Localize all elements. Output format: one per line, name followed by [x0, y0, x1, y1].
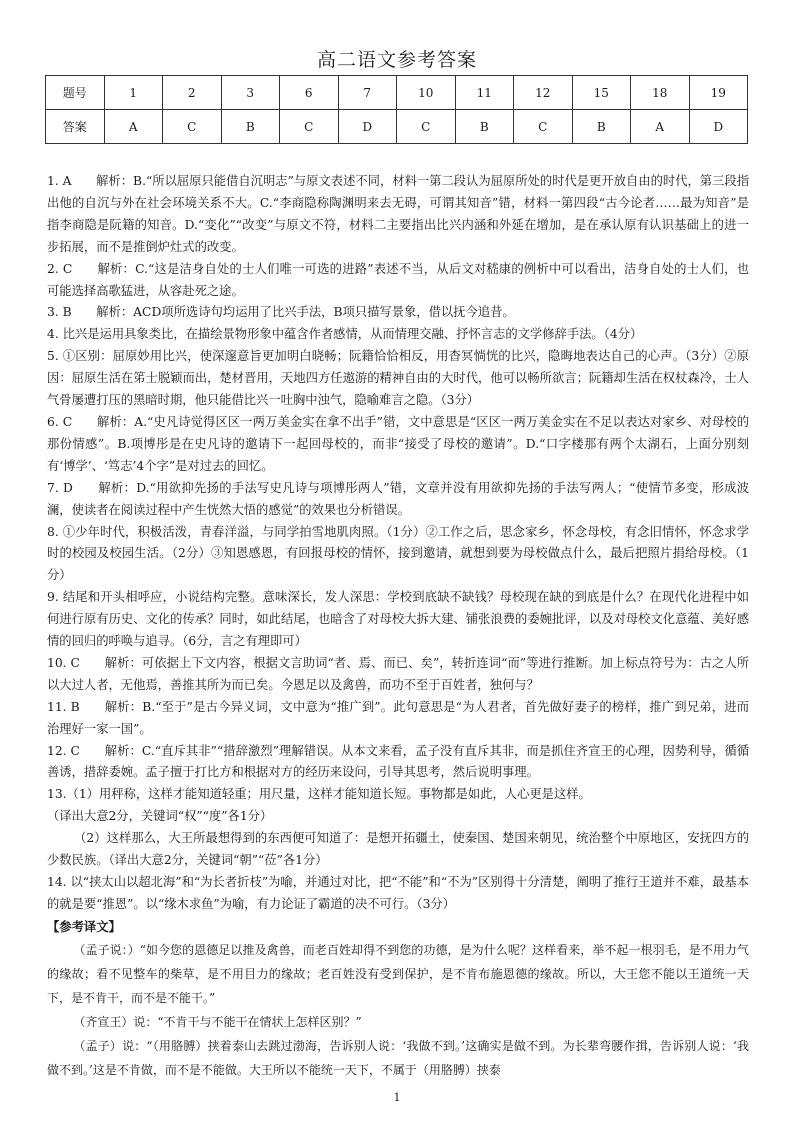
question-number-cell: 11 [455, 76, 514, 110]
answer-paragraph: 14. 以“挟太山以超北海”和“为长者折枝”为喻，并通过对比，把“不能”和“不为”区别得十分清楚，阐明了推行王道并不难，最基本的就是要“推恩”。以“缘木求鱼”为喻，有力论证了霸道的决不可行。（3分） [47, 875, 749, 911]
answer-paragraph: （2）这样那么，大王所最想得到的东西便可知道了：是想开拓疆土，使秦国、楚国来朝见，统治整个中原地区，安抚四方的少数民族。（译出大意2分，关键词“朝”“莅”各1分） [47, 831, 749, 868]
answer-paragraph: 11. B 解析：B.“至于”是古今异义词，文中意为“推广到”。此句意思是“为人君者，首先做好妻子的榜样，推广到兄弟，进而治理好一家一国”。 [47, 699, 749, 736]
answer-cell: B [572, 110, 631, 144]
page-number: 1 [393, 1091, 401, 1104]
answer-cell: C [280, 110, 339, 144]
answer-paragraph: 8. ①少年时代，积极活泼，青春洋溢，与同学拍雪地肌肉照。（1分）②工作之后，思念家乡，怀念母校，有念旧情怀，怀念求学时的校园及校园生活。（2分）③知恩感恩，有回报母校的情怀，接到邀请，就想到要为母校做点什么，最后把照片捐给母校。（1分） [47, 524, 749, 583]
question-number-cell: 6 [280, 76, 339, 110]
answer-paragraph: 3. B 解析：ACD项所选诗句均运用了比兴手法，B项只描写景象，借以抚今追昔。 [47, 305, 515, 320]
question-number-cell: 3 [221, 76, 280, 110]
translation-paragraph: （孟子说：）“如今您的恩德足以推及禽兽，而老百姓却得不到您的功德，是为什么呢？这样看来，举不起一根羽毛，是不用力气的缘故；看不见整车的柴草，是不用目力的缘故；老百姓没有受到保护，是不肯布施恩德的缘故。所以，大王您不能以王道统一天下，是不肯干，而不是不能干。” [47, 942, 749, 1005]
answer-cell: D [338, 110, 397, 144]
answer-paragraph: 7. D 解析：D.“用欲抑先扬的手法写史凡诗与项博彤两人”错，文章并没有用欲抑先扬的手法写两人；“使情节多变，形成波澜，使读者在阅读过程中产生恍然大悟的感觉”的效果也分析错误。 [47, 480, 749, 517]
answer-paragraph: 6. C 解析：A.“史凡诗觉得区区一两万美金实在拿不出手”错，文中意思是“区区一两万美金实在不足以表达对家乡、对母校的那份情感”。B.项博彤是在史凡诗的邀请下一起回母校的，而非“接受了母校的邀请”。D.“口字楼那有两个太湖石，上面分别刻有‘博学’、‘笃志’4个字”是对过去的回忆。 [47, 414, 749, 473]
answer-paragraph: 10. C 解析：可依据上下文内容，根据文言助词“者、焉、而已、矣”，转折连词“而”等进行推断。加上标点符号为：古之人所以大过人者，无他焉，善推其所为而已矣。今恩足以及禽兽，而功不至于百姓者，独何与？ [47, 655, 749, 692]
translation-paragraph: （齐宣王）说：“不肯干与不能干在情状上怎样区别？” [73, 1015, 362, 1029]
answer-cell: C [397, 110, 456, 144]
answer-cell: A [631, 110, 690, 144]
answer-paragraph: 13.（1）用秤称，这样才能知道轻重；用尺量，这样才能知道长短。事物都是如此，人心更是这样。 [47, 787, 591, 802]
question-number-cell: 7 [338, 76, 397, 110]
answer-paragraph: 1. A 解析：B.“所以屈原只能借自沉明志”与原文表述不同，材料一第二段认为屈原所处的时代是更开放自由的时代，第三段指出他的自沉与外在社会环境关系不大。C.“李商隐称陶渊明来去无碍，可谓其知音”错，材料一第四段“古今论者……最为知音”是指李商隐是阮籍的知音。D.“变化”“改变”与原文不符，材料二主要指出比兴内涵和外延在增加，是在承认原有认识基础上的进一步拓展，而不是推倒炉灶式的改变。 [47, 174, 749, 254]
answer-paragraph: 4. 比兴是运用具象类比，在描绘景物形象中蕴含作者感情，从而情理交融、抒怀言志的文学修辞手法。（4分） [47, 327, 643, 342]
answer-paragraph: （译出大意2分，关键词“权”“度”各1分） [47, 809, 273, 824]
question-number-cell: 19 [689, 76, 748, 110]
answer-label: 答案 [46, 110, 105, 144]
question-number-cell: 18 [631, 76, 690, 110]
answer-cell: B [455, 110, 514, 144]
question-number-cell: 10 [397, 76, 456, 110]
answer-paragraph: 9. 结尾和开头相呼应，小说结构完整。意味深长，发人深思：学校到底缺不缺钱？母校现在缺的到底是什么？在现代化进程中如何进行原有历史、文化的传承？同时，如此结尾，也暗含了对母校大拆大建、铺张浪费的委婉批评，以及对母校文化意蕴、美好感情的回归的呼唤与追寻。（6分，言之有理即可） [47, 590, 749, 649]
answer-paragraph: 5. ①区别：屈原妙用比兴，使深邃意旨更加明白晓畅；阮籍恰恰相反，用杳冥惝恍的比兴，隐晦地表达自己的心声。（3分）②原因：屈原生活在笫士脱颖而出，楚材晋用，天地四方任遨游的精神自由的大时代，他可以畅所欲言；阮籍却生活在权杖森冷，士人气骨屡遭打压的黑暗时期，他只能借比兴一吐胸中浊气，隐喻难言之隐。（3分） [47, 349, 749, 408]
question-number-cell: 2 [163, 76, 222, 110]
answer-cell: A [104, 110, 163, 144]
answer-table [45, 75, 748, 144]
answer-row [46, 110, 748, 144]
answer-cell: C [514, 110, 573, 144]
page-title: 高二语文参考答案 [316, 49, 477, 71]
question-number-row [46, 76, 748, 110]
answer-cell: D [689, 110, 748, 144]
question-number-label: 题号 [46, 76, 105, 110]
answer-paragraph: 2. C 解析：C.“这是洁身自处的士人们唯一可选的进路”表述不当，从后文对嵇康的例析中可以看出，洁身自处的士人们，也可能选择高歌猛进，从容赴死之途。 [47, 261, 749, 298]
question-number-cell: 1 [104, 76, 163, 110]
translation-header: 【参考译文】 [47, 918, 121, 934]
question-number-cell: 15 [572, 76, 631, 110]
answer-cell: C [163, 110, 222, 144]
answer-explanations [47, 171, 749, 1082]
translation-paragraph: （孟子）说：“（用胳膊）挟着泰山去跳过渤海，告诉别人说：‘我做不到。’这确实是做不到。为长辈弯腰作揖，告诉别人说：‘我做不到。’这是不肯做，而不是不能做。大王所以不能统一天下，不属于（用胳膊）挟泰 [47, 1039, 749, 1078]
question-number-cell: 12 [514, 76, 573, 110]
answer-cell: B [221, 110, 280, 144]
answer-paragraph: 12. C 解析：C.“直斥其非”“措辞激烈”理解错误。从本文来看，孟子没有直斥其非，而是抓住齐宣王的心理，因势利导，循循善诱，措辞委婉。孟子擅于打比方和根据对方的经历来设问，引导其思考，然后说明事理。 [47, 743, 749, 780]
